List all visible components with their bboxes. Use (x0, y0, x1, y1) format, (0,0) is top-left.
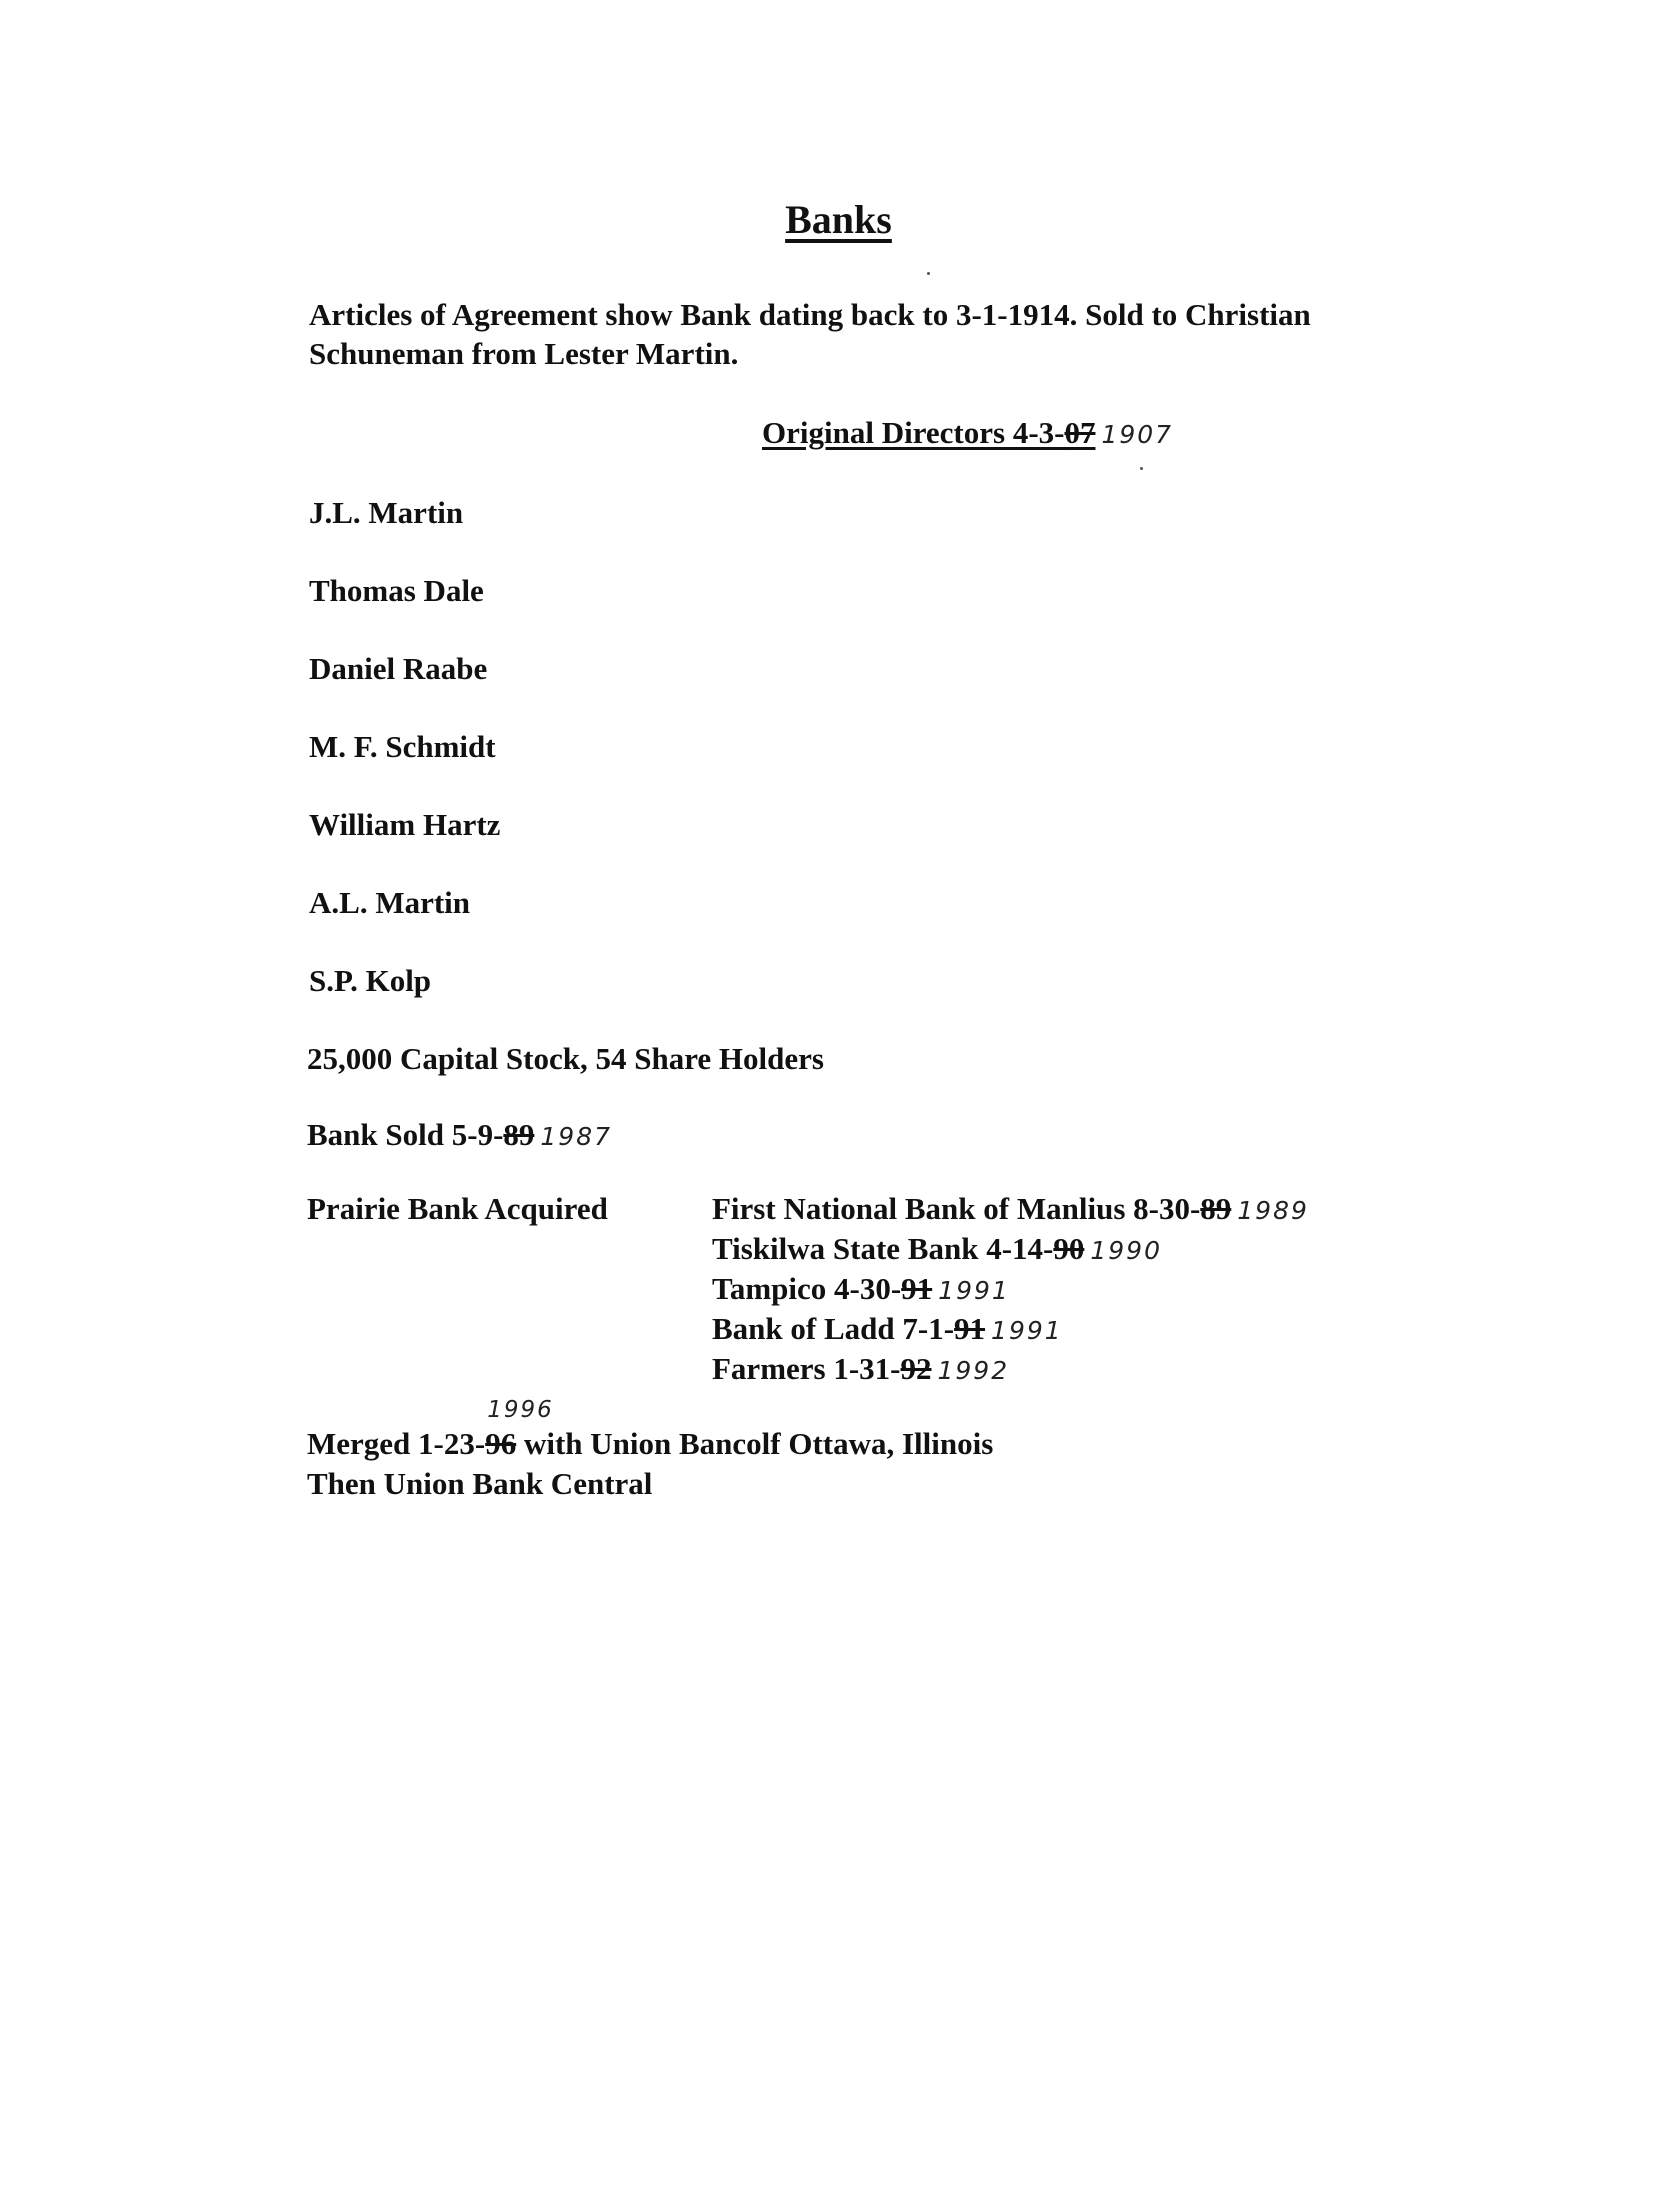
merger-line-2: Then Union Bank Central (307, 1466, 653, 1501)
handwritten-year: 1987 (540, 1122, 613, 1151)
handwritten-year: 1990 (1090, 1236, 1162, 1265)
capital-stock-line: 25,000 Capital Stock, 54 Share Holders (307, 1041, 824, 1076)
acquisition-item: Farmers 1-31-92 1992 (712, 1351, 1010, 1386)
director-name: M. F. Schmidt (309, 729, 496, 764)
director-name: A.L. Martin (309, 885, 471, 920)
director-name: S.P. Kolp (309, 963, 432, 998)
director-name: Thomas Dale (309, 573, 484, 608)
director-name: William Hartz (309, 807, 501, 842)
struck-year: 07 (1064, 415, 1096, 450)
director-name: Daniel Raabe (309, 651, 488, 686)
struck-year: 96 (485, 1426, 517, 1461)
acquisition-item: First National Bank of Manlius 8-30-89 1989 (712, 1191, 1309, 1226)
handwritten-year: 1992 (937, 1356, 1010, 1385)
acquisitions-label: Prairie Bank Acquired (307, 1191, 608, 1226)
merger-note (307, 1397, 994, 1504)
scan-speck (1140, 467, 1143, 470)
scan-speck (927, 272, 930, 275)
handwritten-year: 1991 (938, 1276, 1010, 1305)
handwritten-year: 1996 (487, 1397, 554, 1423)
struck-year: 89 (503, 1117, 535, 1152)
bank-sold-line: Bank Sold 5-9-89 1987 (307, 1117, 613, 1152)
struck-year: 90 (1053, 1231, 1085, 1266)
director-name: J.L. Martin (309, 495, 464, 530)
handwritten-year: 1991 (991, 1316, 1063, 1345)
acquisitions-list (712, 1190, 1309, 1390)
struck-year: 91 (954, 1311, 986, 1346)
page-title: Banks (785, 197, 892, 242)
handwritten-year: 1907 (1101, 420, 1174, 449)
struck-year: 89 (1200, 1191, 1232, 1226)
directors-heading-text: Original Directors 4-3-07 (762, 415, 1096, 450)
intro-paragraph (309, 296, 1459, 374)
handwritten-year: 1989 (1237, 1196, 1309, 1225)
acquisition-item: Tampico 4-30-91 1991 (712, 1271, 1010, 1306)
intro-line-1: Articles of Agreement show Bank dating back to 3-1-1914. Sold to Christian (309, 297, 1311, 332)
struck-year: 91 (901, 1271, 933, 1306)
directors-heading (762, 414, 1173, 453)
struck-year: 92 (900, 1351, 932, 1386)
intro-line-2: Schuneman from Lester Martin. (309, 335, 739, 371)
acquisition-item: Tiskilwa State Bank 4-14-90 1990 (712, 1231, 1162, 1266)
merger-line-1: Merged 1-23- 1996 96 with Union Bancolf Ottawa, Illinois (307, 1424, 993, 1464)
acquisition-item: Bank of Ladd 7-1-91 1991 (712, 1311, 1063, 1346)
